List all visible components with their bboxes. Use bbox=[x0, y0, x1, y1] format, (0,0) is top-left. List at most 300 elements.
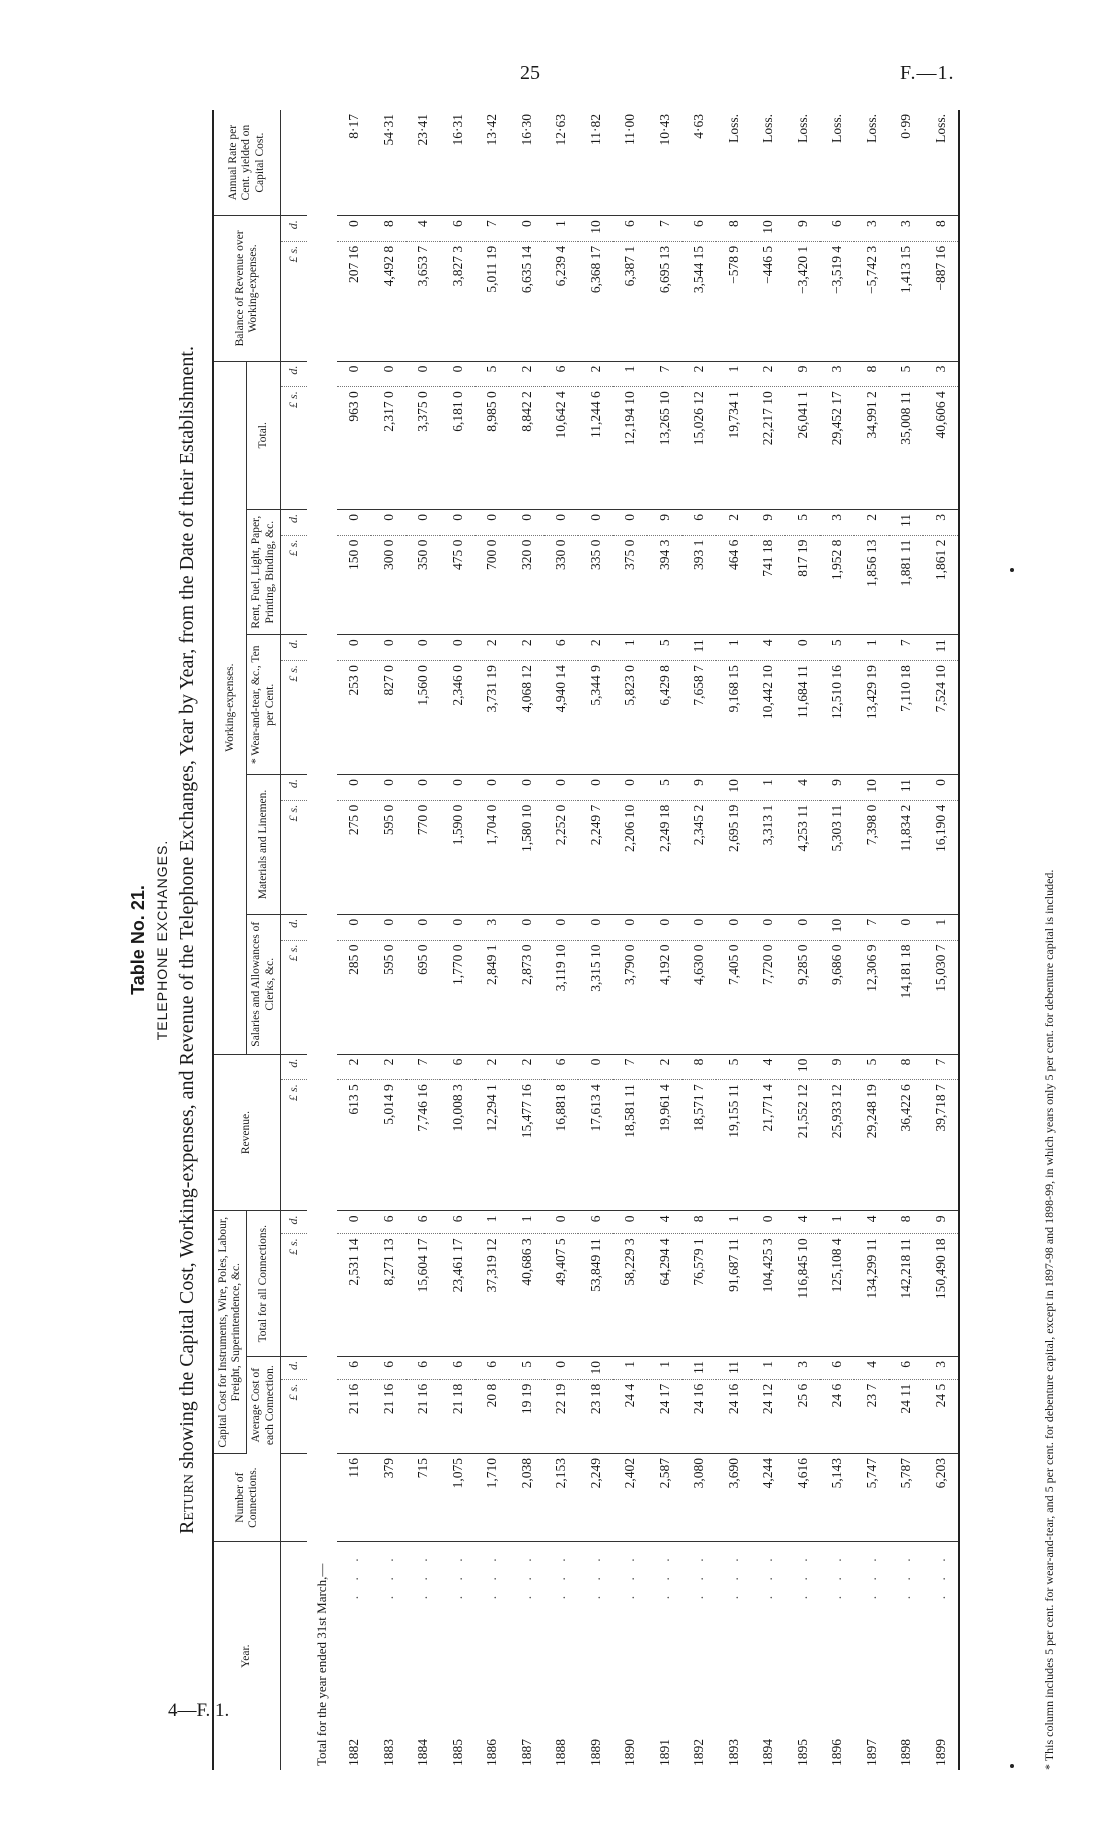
cell-tot: 8,842 2 bbox=[509, 387, 544, 510]
cell-matd: 9 bbox=[682, 775, 717, 801]
cell-bal: −3,420 1 bbox=[785, 241, 820, 361]
cell-wear: 827 0 bbox=[371, 661, 406, 775]
cell-rentd: 11 bbox=[889, 509, 924, 535]
leader-dots: . . . bbox=[725, 1552, 741, 1600]
cell-sal: 3,119 10 bbox=[544, 940, 579, 1054]
cell-matd: 0 bbox=[475, 775, 510, 801]
cell-mat: 16,190 4 bbox=[923, 800, 959, 914]
cell-capd: 6 bbox=[578, 1211, 613, 1234]
cell-rate: 10·43 bbox=[647, 110, 682, 216]
year-cell bbox=[923, 1542, 959, 1770]
year-cell bbox=[889, 1542, 924, 1770]
table-row bbox=[440, 110, 475, 1770]
cell-rentd: 6 bbox=[682, 509, 717, 535]
cell-cap: 23,461 17 bbox=[440, 1234, 475, 1357]
unit-pounds-shillings: £ s. bbox=[280, 800, 307, 914]
cell-sald: 7 bbox=[854, 914, 889, 940]
header-year: Year. bbox=[213, 1542, 280, 1770]
unit-pounds-shillings: £ s. bbox=[280, 241, 307, 361]
cell-rentd: 3 bbox=[820, 509, 855, 535]
unit-pence: d. bbox=[280, 509, 307, 535]
cell-totd: 0 bbox=[406, 361, 441, 387]
year-value: 1882 bbox=[346, 1739, 362, 1766]
cell-revd: 4 bbox=[751, 1054, 786, 1080]
unit-pence: d. bbox=[280, 1356, 307, 1379]
cell-bal: 6,695 13 bbox=[647, 241, 682, 361]
header-rent: Rent, Fuel, Light, Paper, Printing, Binding, &c. bbox=[247, 509, 280, 634]
cell-sald: 0 bbox=[682, 914, 717, 940]
table-row bbox=[406, 110, 441, 1770]
cell-wear: 4,068 12 bbox=[509, 661, 544, 775]
header-salaries: Salaries and Allowances of Clerks, &c. bbox=[247, 914, 280, 1054]
cell-sald: 0 bbox=[613, 914, 648, 940]
year-value: 1894 bbox=[760, 1739, 776, 1766]
cell-rent: 320 0 bbox=[509, 535, 544, 635]
cell-bald: 6 bbox=[682, 216, 717, 242]
cell-avgd: 1 bbox=[647, 1356, 682, 1379]
cell-conn: 116 bbox=[337, 1453, 372, 1541]
cell-sald: 0 bbox=[785, 914, 820, 940]
cell-conn: 5,787 bbox=[889, 1453, 924, 1541]
cell-avgd: 6 bbox=[337, 1356, 372, 1379]
cell-rate: Loss. bbox=[785, 110, 820, 216]
cell-sald: 0 bbox=[440, 914, 475, 940]
cell-weard: 0 bbox=[337, 635, 372, 661]
cell-capd: 1 bbox=[716, 1211, 751, 1234]
cell-bal: −5,742 3 bbox=[854, 241, 889, 361]
cell-avg: 20 8 bbox=[475, 1379, 510, 1453]
cell-capd: 4 bbox=[785, 1211, 820, 1234]
return-word: Return bbox=[176, 1474, 198, 1535]
cell-rev: 17,613 4 bbox=[578, 1080, 613, 1211]
cell-avg: 25 6 bbox=[785, 1379, 820, 1453]
leader-dots: . . . bbox=[691, 1552, 707, 1600]
cell-tot: 963 0 bbox=[337, 387, 372, 510]
cell-rentd: 0 bbox=[509, 509, 544, 535]
year-cell bbox=[716, 1542, 751, 1770]
cell-bald: 7 bbox=[475, 216, 510, 242]
cell-avgd: 10 bbox=[578, 1356, 613, 1379]
cell-avgd: 0 bbox=[544, 1356, 579, 1379]
cell-rent: 475 0 bbox=[440, 535, 475, 635]
year-cell bbox=[613, 1542, 648, 1770]
cell-mat: 275 0 bbox=[337, 800, 372, 914]
cell-mat: 595 0 bbox=[371, 800, 406, 914]
cell-bal: −578 9 bbox=[716, 241, 751, 361]
cell-cap: 134,299 11 bbox=[854, 1234, 889, 1357]
cell-mat: 2,249 18 bbox=[647, 800, 682, 914]
cell-revd: 7 bbox=[923, 1054, 959, 1080]
cell-rate: 11·82 bbox=[578, 110, 613, 216]
cell-rent: 375 0 bbox=[613, 535, 648, 635]
cell-wear: 253 0 bbox=[337, 661, 372, 775]
cell-cap: 58,229 3 bbox=[613, 1234, 648, 1357]
cell-rent: 393 1 bbox=[682, 535, 717, 635]
cell-sal: 3,315 10 bbox=[578, 940, 613, 1054]
cell-rent: 700 0 bbox=[475, 535, 510, 635]
cell-avg: 21 16 bbox=[371, 1379, 406, 1453]
table-number: Table No. 21. bbox=[128, 885, 148, 995]
cell-sald: 0 bbox=[889, 914, 924, 940]
header-capital-cost: Capital Cost for Instruments, Wire, Poles, Labour, Freight, Superintendence, &c. bbox=[213, 1211, 247, 1453]
cell-sal: 1,770 0 bbox=[440, 940, 475, 1054]
year-value: 1883 bbox=[380, 1739, 396, 1766]
cell-bal: −446 5 bbox=[751, 241, 786, 361]
cell-revd: 7 bbox=[613, 1054, 648, 1080]
cell-revd: 2 bbox=[371, 1054, 406, 1080]
cell-weard: 0 bbox=[440, 635, 475, 661]
cell-revd: 6 bbox=[440, 1054, 475, 1080]
leader-dots: . . . bbox=[794, 1552, 810, 1600]
cell-rate: 23·41 bbox=[406, 110, 441, 216]
leader-dots: . . . bbox=[553, 1552, 569, 1600]
cell-rentd: 0 bbox=[337, 509, 372, 535]
cell-mat: 2,249 7 bbox=[578, 800, 613, 914]
table-row bbox=[647, 110, 682, 1770]
cell-avg: 24 12 bbox=[751, 1379, 786, 1453]
cell-tot: 11,244 6 bbox=[578, 387, 613, 510]
cell-rent: 1,856 13 bbox=[854, 535, 889, 635]
leader-dots: . . . bbox=[760, 1552, 776, 1600]
cell-conn: 3,690 bbox=[716, 1453, 751, 1541]
cell-wear: 9,168 15 bbox=[716, 661, 751, 775]
cell-rent: 350 0 bbox=[406, 535, 441, 635]
cell-mat: 4,253 11 bbox=[785, 800, 820, 914]
cell-cap: 37,319 12 bbox=[475, 1234, 510, 1357]
cell-wear: 13,429 19 bbox=[854, 661, 889, 775]
cell-rate: Loss. bbox=[820, 110, 855, 216]
cell-avgd: 1 bbox=[751, 1356, 786, 1379]
cell-sal: 4,192 0 bbox=[647, 940, 682, 1054]
cell-sal: 9,686 0 bbox=[820, 940, 855, 1054]
cell-bald: 9 bbox=[785, 216, 820, 242]
cell-capd: 1 bbox=[475, 1211, 510, 1234]
cell-matd: 4 bbox=[785, 775, 820, 801]
cell-totd: 1 bbox=[613, 361, 648, 387]
header-balance: Balance of Revenue over Working-expenses. bbox=[213, 216, 280, 361]
page-number: 25 bbox=[520, 62, 540, 84]
cell-totd: 0 bbox=[440, 361, 475, 387]
cell-wear: 10,442 10 bbox=[751, 661, 786, 775]
header-total-connections: Total for all Connections. bbox=[247, 1211, 280, 1357]
cell-capd: 0 bbox=[337, 1211, 372, 1234]
cell-weard: 1 bbox=[854, 635, 889, 661]
cell-sal: 285 0 bbox=[337, 940, 372, 1054]
header-annual-rate: Annual Rate per Cent. yielded on Capital Cost. bbox=[213, 110, 280, 216]
cell-mat: 770 0 bbox=[406, 800, 441, 914]
cell-rev: 5,014 9 bbox=[371, 1080, 406, 1211]
cell-avg: 23 7 bbox=[854, 1379, 889, 1453]
year-value: 1898 bbox=[898, 1739, 914, 1766]
cell-avgd: 11 bbox=[716, 1356, 751, 1379]
cell-rate: Loss. bbox=[854, 110, 889, 216]
telephone-exchanges-table bbox=[212, 110, 960, 1770]
cell-rev: 18,581 11 bbox=[613, 1080, 648, 1211]
unit-pence: d. bbox=[280, 635, 307, 661]
cell-cap: 91,687 11 bbox=[716, 1234, 751, 1357]
cell-matd: 10 bbox=[716, 775, 751, 801]
cell-rev: 21,771 4 bbox=[751, 1080, 786, 1211]
table-row bbox=[337, 110, 372, 1770]
cell-matd: 0 bbox=[578, 775, 613, 801]
header-working-expenses: Working-expenses. bbox=[213, 361, 247, 1054]
cell-avgd: 6 bbox=[440, 1356, 475, 1379]
cell-totd: 2 bbox=[682, 361, 717, 387]
cell-tot: 40,606 4 bbox=[923, 387, 959, 510]
cell-revd: 5 bbox=[716, 1054, 751, 1080]
leader-dots: . . . bbox=[587, 1552, 603, 1600]
year-cell bbox=[578, 1542, 613, 1770]
cell-avgd: 3 bbox=[785, 1356, 820, 1379]
cell-rate: 16·31 bbox=[440, 110, 475, 216]
cell-conn: 4,244 bbox=[751, 1453, 786, 1541]
cell-avg: 21 18 bbox=[440, 1379, 475, 1453]
cell-avg: 21 16 bbox=[337, 1379, 372, 1453]
cell-weard: 0 bbox=[371, 635, 406, 661]
year-cell bbox=[682, 1542, 717, 1770]
cell-cap: 49,407 5 bbox=[544, 1234, 579, 1357]
table-row bbox=[854, 110, 889, 1770]
year-value: 1897 bbox=[863, 1739, 879, 1766]
cell-conn: 1,710 bbox=[475, 1453, 510, 1541]
cell-conn: 5,143 bbox=[820, 1453, 855, 1541]
cell-wear: 6,429 8 bbox=[647, 661, 682, 775]
leader-dots: . . . bbox=[829, 1552, 845, 1600]
cell-rent: 330 0 bbox=[544, 535, 579, 635]
year-value: 1888 bbox=[553, 1739, 569, 1766]
cell-bal: 1,413 15 bbox=[889, 241, 924, 361]
cell-capd: 6 bbox=[371, 1211, 406, 1234]
cell-capd: 0 bbox=[751, 1211, 786, 1234]
cell-rentd: 0 bbox=[406, 509, 441, 535]
cell-bald: 8 bbox=[371, 216, 406, 242]
year-value: 1885 bbox=[449, 1739, 465, 1766]
document-reference: F.—1. bbox=[900, 62, 955, 84]
cell-totd: 2 bbox=[578, 361, 613, 387]
cell-rent: 335 0 bbox=[578, 535, 613, 635]
table-row bbox=[509, 110, 544, 1770]
cell-sal: 4,630 0 bbox=[682, 940, 717, 1054]
cell-totd: 5 bbox=[889, 361, 924, 387]
year-value: 1899 bbox=[932, 1739, 948, 1766]
year-cell bbox=[647, 1542, 682, 1770]
cell-rev: 12,294 1 bbox=[475, 1080, 510, 1211]
cell-conn: 715 bbox=[406, 1453, 441, 1541]
leader-dots: . . . bbox=[380, 1552, 396, 1600]
cell-bal: 6,239 4 bbox=[544, 241, 579, 361]
cell-tot: 10,642 4 bbox=[544, 387, 579, 510]
cell-weard: 7 bbox=[889, 635, 924, 661]
cell-matd: 0 bbox=[371, 775, 406, 801]
unit-pounds-shillings: £ s. bbox=[280, 387, 307, 510]
cell-cap: 125,108 4 bbox=[820, 1234, 855, 1357]
cell-matd: 0 bbox=[440, 775, 475, 801]
cell-totd: 3 bbox=[820, 361, 855, 387]
year-value: 1895 bbox=[794, 1739, 810, 1766]
cell-mat: 2,345 2 bbox=[682, 800, 717, 914]
cell-cap: 2,531 14 bbox=[337, 1234, 372, 1357]
table-row bbox=[923, 110, 959, 1770]
year-cell bbox=[371, 1542, 406, 1770]
cell-rate: 13·42 bbox=[475, 110, 510, 216]
cell-avg: 24 4 bbox=[613, 1379, 648, 1453]
cell-tot: 3,375 0 bbox=[406, 387, 441, 510]
cell-rev: 19,961 4 bbox=[647, 1080, 682, 1211]
unit-pounds-shillings: £ s. bbox=[280, 535, 307, 635]
cell-wear: 7,658 7 bbox=[682, 661, 717, 775]
cell-matd: 0 bbox=[337, 775, 372, 801]
cell-tot: 6,181 0 bbox=[440, 387, 475, 510]
cell-bald: 10 bbox=[751, 216, 786, 242]
leader-dots: . . . bbox=[863, 1552, 879, 1600]
cell-sald: 0 bbox=[544, 914, 579, 940]
cell-avgd: 6 bbox=[406, 1356, 441, 1379]
cell-avgd: 5 bbox=[509, 1356, 544, 1379]
cell-rentd: 9 bbox=[751, 509, 786, 535]
year-value: 1884 bbox=[415, 1739, 431, 1766]
cell-rev: 18,571 7 bbox=[682, 1080, 717, 1211]
cell-wear: 1,560 0 bbox=[406, 661, 441, 775]
cell-sald: 0 bbox=[716, 914, 751, 940]
cell-conn: 2,402 bbox=[613, 1453, 648, 1541]
cell-matd: 10 bbox=[854, 775, 889, 801]
year-cell bbox=[544, 1542, 579, 1770]
cell-matd: 0 bbox=[544, 775, 579, 801]
cell-weard: 11 bbox=[923, 635, 959, 661]
cell-bald: 4 bbox=[406, 216, 441, 242]
cell-cap: 53,849 11 bbox=[578, 1234, 613, 1357]
table-row bbox=[682, 110, 717, 1770]
cell-bald: 6 bbox=[820, 216, 855, 242]
rotated-table-page bbox=[120, 90, 1080, 1790]
cell-capd: 1 bbox=[820, 1211, 855, 1234]
cell-conn: 5,747 bbox=[854, 1453, 889, 1541]
header-connections: Number of Connections. bbox=[213, 1453, 280, 1541]
cell-tot: 29,452 17 bbox=[820, 387, 855, 510]
cell-avg: 24 11 bbox=[889, 1379, 924, 1453]
side-reference: 4—F. 1. bbox=[168, 1700, 230, 1721]
cell-bald: 0 bbox=[509, 216, 544, 242]
header-average-cost: Average Cost of each Connection. bbox=[247, 1356, 280, 1453]
cell-bal: 6,387 1 bbox=[613, 241, 648, 361]
cell-bald: 10 bbox=[578, 216, 613, 242]
cell-sald: 10 bbox=[820, 914, 855, 940]
cell-bald: 7 bbox=[647, 216, 682, 242]
cell-rentd: 0 bbox=[578, 509, 613, 535]
cell-rev: 39,718 7 bbox=[923, 1080, 959, 1211]
cell-revd: 2 bbox=[475, 1054, 510, 1080]
cell-rev: 25,933 12 bbox=[820, 1080, 855, 1211]
cell-bal: 6,368 17 bbox=[578, 241, 613, 361]
cell-weard: 2 bbox=[509, 635, 544, 661]
cell-tot: 35,008 11 bbox=[889, 387, 924, 510]
cell-weard: 0 bbox=[406, 635, 441, 661]
cell-rev: 21,552 12 bbox=[785, 1080, 820, 1211]
cell-matd: 0 bbox=[613, 775, 648, 801]
cell-tot: 13,265 10 bbox=[647, 387, 682, 510]
cell-rate: 12·63 bbox=[544, 110, 579, 216]
cell-rent: 817 19 bbox=[785, 535, 820, 635]
cell-avg: 21 16 bbox=[406, 1379, 441, 1453]
table-description bbox=[176, 90, 199, 1790]
cell-sal: 2,849 1 bbox=[475, 940, 510, 1054]
cell-sal: 9,285 0 bbox=[785, 940, 820, 1054]
cell-rentd: 2 bbox=[854, 509, 889, 535]
cell-capd: 6 bbox=[406, 1211, 441, 1234]
cell-mat: 1,580 10 bbox=[509, 800, 544, 914]
header-wear-and-tear: * Wear-and-tear, &c., Ten per Cent. bbox=[247, 635, 280, 775]
cell-conn: 379 bbox=[371, 1453, 406, 1541]
cell-sal: 15,030 7 bbox=[923, 940, 959, 1054]
unit-pounds-shillings: £ s. bbox=[280, 1080, 307, 1211]
cell-matd: 11 bbox=[889, 775, 924, 801]
cell-revd: 2 bbox=[337, 1054, 372, 1080]
cell-mat: 11,834 2 bbox=[889, 800, 924, 914]
cell-rate: 11·00 bbox=[613, 110, 648, 216]
cell-matd: 0 bbox=[406, 775, 441, 801]
cell-bald: 8 bbox=[923, 216, 959, 242]
cell-rent: 464 6 bbox=[716, 535, 751, 635]
cell-bal: −887 16 bbox=[923, 241, 959, 361]
year-cell bbox=[406, 1542, 441, 1770]
cell-sald: 0 bbox=[751, 914, 786, 940]
cell-bal: 5,011 19 bbox=[475, 241, 510, 361]
cell-capd: 9 bbox=[923, 1211, 959, 1234]
cell-sald: 1 bbox=[923, 914, 959, 940]
cell-rentd: 0 bbox=[371, 509, 406, 535]
cell-cap: 104,425 3 bbox=[751, 1234, 786, 1357]
cell-bal: 207 16 bbox=[337, 241, 372, 361]
cell-mat: 5,303 11 bbox=[820, 800, 855, 914]
cell-revd: 8 bbox=[682, 1054, 717, 1080]
cell-mat: 2,252 0 bbox=[544, 800, 579, 914]
cell-tot: 22,217 10 bbox=[751, 387, 786, 510]
total-label: Total for the year ended 31st March,— bbox=[313, 1563, 329, 1766]
year-value: 1891 bbox=[656, 1739, 672, 1766]
cell-avgd: 3 bbox=[923, 1356, 959, 1379]
cell-sald: 0 bbox=[647, 914, 682, 940]
cell-rentd: 2 bbox=[716, 509, 751, 535]
cell-avg: 22 19 bbox=[544, 1379, 579, 1453]
cell-tot: 12,194 10 bbox=[613, 387, 648, 510]
cell-avg: 24 5 bbox=[923, 1379, 959, 1453]
cell-weard: 0 bbox=[785, 635, 820, 661]
cell-avgd: 6 bbox=[889, 1356, 924, 1379]
cell-matd: 0 bbox=[509, 775, 544, 801]
cell-capd: 4 bbox=[647, 1211, 682, 1234]
cell-mat: 7,398 0 bbox=[854, 800, 889, 914]
cell-avg: 19 19 bbox=[509, 1379, 544, 1453]
leader-dots: . . . bbox=[622, 1552, 638, 1600]
cell-sald: 0 bbox=[371, 914, 406, 940]
cell-capd: 0 bbox=[544, 1211, 579, 1234]
cell-sald: 0 bbox=[337, 914, 372, 940]
unit-pounds-shillings: £ s. bbox=[280, 661, 307, 775]
cell-totd: 6 bbox=[544, 361, 579, 387]
cell-totd: 3 bbox=[923, 361, 959, 387]
leader-dots: . . . bbox=[932, 1552, 948, 1600]
unit-pence: d. bbox=[280, 361, 307, 387]
cell-capd: 8 bbox=[889, 1211, 924, 1234]
cell-revd: 2 bbox=[647, 1054, 682, 1080]
cell-weard: 6 bbox=[544, 635, 579, 661]
cell-sald: 0 bbox=[406, 914, 441, 940]
cell-avg: 24 16 bbox=[716, 1379, 751, 1453]
cell-tot: 26,041 1 bbox=[785, 387, 820, 510]
cell-rentd: 0 bbox=[440, 509, 475, 535]
cell-bal: 3,544 15 bbox=[682, 241, 717, 361]
cell-conn: 3,080 bbox=[682, 1453, 717, 1541]
